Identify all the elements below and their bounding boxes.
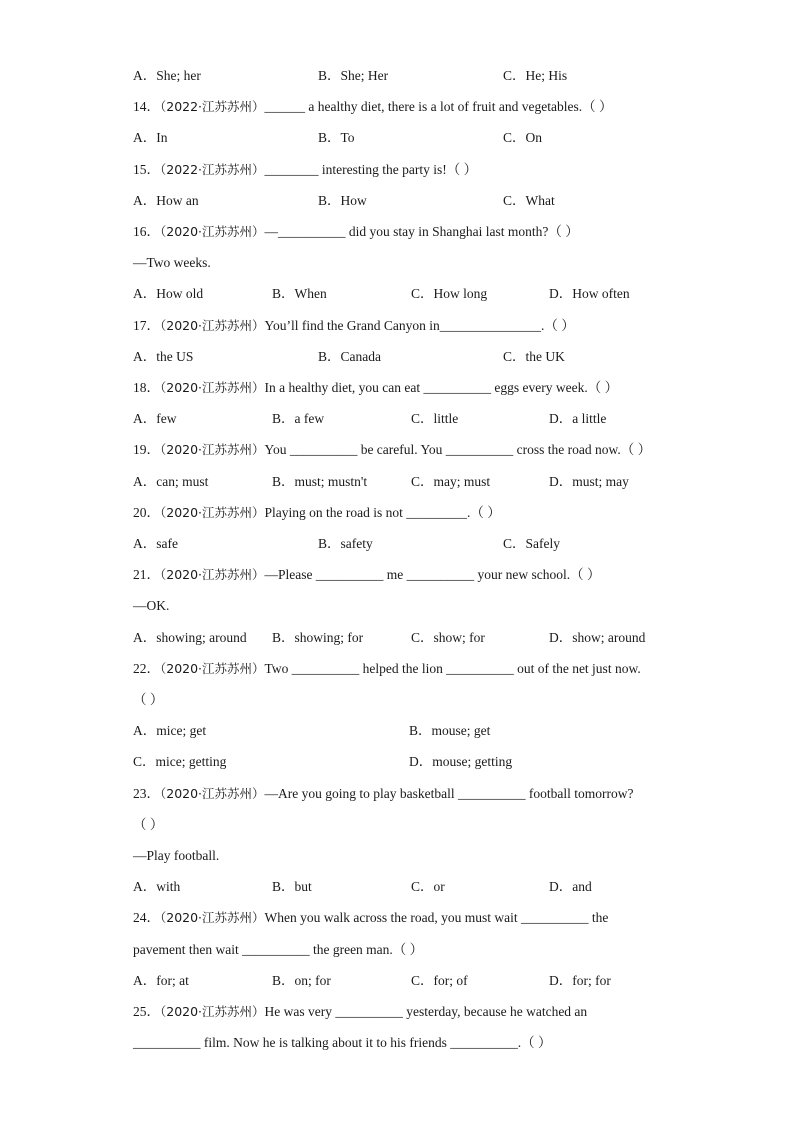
question-source-tag: （2020·江苏苏州） [160, 505, 265, 520]
question-text: ______ a healthy diet, there is a lot of fruit and vegetables.（ ） [264, 99, 613, 114]
option-29-3: D．for; for [549, 973, 611, 988]
question-3 [133, 161, 477, 179]
text-line-17: —OK. [133, 598, 170, 613]
question-text: When you walk across the road, you must wait __________ the [264, 910, 609, 925]
option-13-3: D．must; may [549, 474, 629, 489]
option-7-3: D．How often [549, 286, 630, 301]
question-source-tag: （2020·江苏苏州） [160, 224, 265, 239]
option-21-1: B．mouse; get [409, 723, 491, 738]
question-14 [133, 504, 501, 522]
question-number: 15． [133, 162, 160, 177]
question-source-tag: （2020·江苏苏州） [160, 910, 265, 925]
question-source-tag: （2022·江苏苏州） [160, 99, 265, 114]
option-7-1: B．When [272, 286, 327, 301]
option-18-3: D．show; around [549, 630, 646, 645]
option-15-1: B．safety [318, 536, 373, 551]
option-2-1: B．To [318, 130, 355, 145]
question-source-tag: （2020·江苏苏州） [160, 442, 265, 457]
question-source-tag: （2020·江苏苏州） [160, 380, 265, 395]
option-9-0: A．the US [133, 349, 194, 364]
option-29-1: B．on; for [272, 973, 331, 988]
option-13-2: C．may; must [411, 474, 491, 489]
option-26-0: A．with [133, 879, 181, 894]
text-line-28: pavement then wait __________ the green man.（ ） [133, 942, 424, 957]
question-text: You’ll find the Grand Canyon in_______________.（ ） [264, 318, 575, 333]
question-number: 18． [133, 380, 160, 395]
option-2-2: C．On [503, 130, 543, 145]
option-26-1: B．but [272, 879, 312, 894]
option-11-3: D．a little [549, 411, 607, 426]
question-number: 21． [133, 567, 160, 582]
option-26-2: C．or [411, 879, 445, 894]
option-0-1: B．She; Her [318, 68, 389, 83]
text-line-6: —Two weeks. [133, 255, 211, 270]
option-4-0: A．How an [133, 193, 199, 208]
option-9-1: B．Canada [318, 349, 381, 364]
option-11-1: B．a few [272, 411, 325, 426]
option-21-0: A．mice; get [133, 723, 207, 738]
option-11-2: C．little [411, 411, 459, 426]
question-19 [133, 660, 641, 678]
option-9-2: C．the UK [503, 349, 565, 364]
question-number: 14． [133, 99, 160, 114]
question-source-tag: （2020·江苏苏州） [160, 567, 265, 582]
question-text: —__________ did you stay in Shanghai last month?（ ） [264, 224, 579, 239]
option-4-2: C．What [503, 193, 555, 208]
option-13-0: A．can; must [133, 474, 209, 489]
question-number: 24． [133, 910, 160, 925]
text-line-20: （ ） [133, 692, 164, 707]
question-30 [133, 1003, 587, 1021]
option-18-0: A．showing; around [133, 630, 247, 645]
option-13-1: B．must; mustn't [272, 474, 368, 489]
question-source-tag: （2020·江苏苏州） [160, 1004, 265, 1019]
option-18-1: B．showing; for [272, 630, 364, 645]
question-23 [133, 785, 633, 803]
question-number: 25． [133, 1004, 160, 1019]
text-line-31: __________ film. Now he is talking about it to his friends __________.（ ） [133, 1035, 552, 1050]
option-15-2: C．Safely [503, 536, 560, 551]
question-source-tag: （2020·江苏苏州） [160, 786, 265, 801]
question-12 [133, 441, 651, 459]
question-8 [133, 317, 575, 335]
option-18-2: C．show; for [411, 630, 485, 645]
option-22-0: C．mice; getting [133, 754, 227, 769]
question-5 [133, 223, 579, 241]
option-7-2: C．How long [411, 286, 488, 301]
question-text: —Please __________ me __________ your new school.（ ） [264, 567, 601, 582]
text-line-24: （ ） [133, 817, 164, 832]
question-number: 16． [133, 224, 160, 239]
option-22-1: D．mouse; getting [409, 754, 513, 769]
option-2-0: A．In [133, 130, 168, 145]
question-number: 22． [133, 661, 160, 676]
question-text: He was very __________ yesterday, because he watched an [264, 1004, 588, 1019]
question-16 [133, 566, 601, 584]
option-11-0: A．few [133, 411, 177, 426]
question-source-tag: （2020·江苏苏州） [160, 318, 265, 333]
option-4-1: B．How [318, 193, 367, 208]
option-0-2: C．He; His [503, 68, 568, 83]
question-text: Two __________ helped the lion __________ out of the net just now. [264, 661, 641, 676]
question-text: You __________ be careful. You __________ cross the road now.（ ） [264, 442, 652, 457]
question-number: 17． [133, 318, 160, 333]
question-text: —Are you going to play basketball __________ football tomorrow? [264, 786, 634, 801]
question-source-tag: （2020·江苏苏州） [160, 661, 265, 676]
question-source-tag: （2022·江苏苏州） [160, 162, 265, 177]
option-29-0: A．for; at [133, 973, 189, 988]
option-0-0: A．She; her [133, 68, 201, 83]
option-7-0: A．How old [133, 286, 204, 301]
option-26-3: D．and [549, 879, 592, 894]
question-number: 20． [133, 505, 160, 520]
question-number: 23． [133, 786, 160, 801]
question-text: In a healthy diet, you can eat __________ eggs every week.（ ） [264, 380, 619, 395]
question-27 [133, 909, 608, 927]
question-text: Playing on the road is not _________.（ ） [264, 505, 501, 520]
question-10 [133, 379, 618, 397]
question-1 [133, 98, 612, 116]
question-number: 19． [133, 442, 160, 457]
option-29-2: C．for; of [411, 973, 468, 988]
option-15-0: A．safe [133, 536, 178, 551]
question-text: ________ interesting the party is!（ ） [264, 162, 478, 177]
text-line-25: —Play football. [133, 848, 220, 863]
